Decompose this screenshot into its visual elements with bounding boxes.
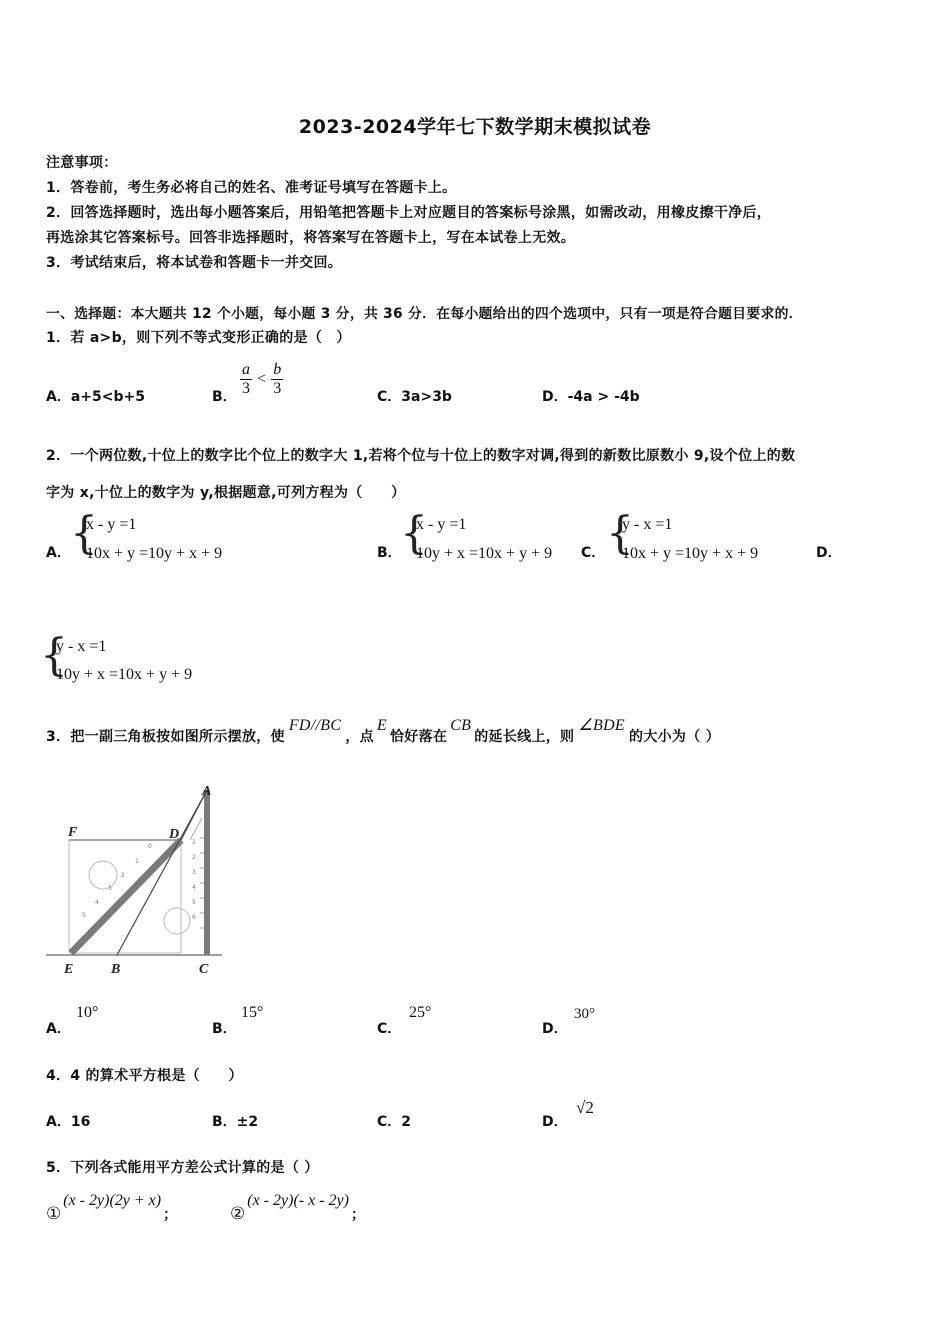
q3-option-a-label: A． xyxy=(46,1021,71,1037)
q3-stem-b: ，点 xyxy=(345,729,374,745)
q3-figure xyxy=(40,778,230,978)
q4-option-c: C．2 xyxy=(377,1114,412,1130)
tick-right-6: 6 xyxy=(192,914,196,921)
q1-b-den1: 3 xyxy=(242,380,250,397)
q2-option-c-label: C． xyxy=(581,545,606,561)
label-f: F xyxy=(68,825,78,840)
q2-d-brace: { xyxy=(40,630,68,681)
q3-math-cb: CB xyxy=(450,717,472,734)
ruler-ticks xyxy=(200,838,204,928)
q1-option-d: D．-4a > -4b xyxy=(542,389,640,405)
section-heading: 一、选择题：本大题共 12 个小题，每小题 3 分，共 36 分．在每小题给出的四个选项中，只有一项是符合题目要求的． xyxy=(46,306,803,322)
q3-stem xyxy=(46,717,720,746)
q5-item-2-mark: ② xyxy=(230,1204,246,1223)
q5-item-2-end: ； xyxy=(350,1207,366,1223)
label-a: A xyxy=(202,784,212,799)
q2-b-brace: { xyxy=(400,508,428,559)
tick-left-4: 4 xyxy=(95,899,99,906)
q2-option-d-label: D． xyxy=(816,545,842,561)
q4-option-d-label: D． xyxy=(542,1114,568,1130)
notice-line-2a: 2．回答选择题时，选出每小题答案后，用铅笔把答题卡上对应题目的答案标号涂黑，如需改动，用橡皮擦干净后， xyxy=(46,205,772,221)
q3-option-c-label: C． xyxy=(377,1021,402,1037)
label-b: B xyxy=(111,962,121,977)
q1-option-c: C．3a>3b xyxy=(377,389,452,405)
q1-b-lt: < xyxy=(257,370,267,388)
tick-right-4: 4 xyxy=(192,884,196,891)
board-hypotenuse-ed xyxy=(71,840,181,953)
q4-stem: 4．4 的算术平方根是（ ） xyxy=(46,1068,243,1084)
tick-right-1: 1 xyxy=(192,839,196,846)
q3-stem-c: 恰好落在 xyxy=(390,729,448,745)
label-c: C xyxy=(199,962,209,977)
q3-math-fd-bc: FD//BC xyxy=(288,717,342,734)
q2-a-eq2: 10x + y =10y + x + 9 xyxy=(86,545,223,562)
q3-math-e: E xyxy=(376,717,387,734)
q2-c-eq1: y - x =1 xyxy=(622,516,673,533)
q3-stem-d: 的延长线上，则 xyxy=(474,729,575,745)
q5-item-1-end: ； xyxy=(163,1207,178,1223)
tick-right-3: 3 xyxy=(192,869,196,876)
q3-option-c-value: 25° xyxy=(409,1004,432,1021)
tick-left-3: 3 xyxy=(108,885,112,892)
board-hole-left xyxy=(89,861,117,889)
q2-b-eq1: x - y =1 xyxy=(416,516,467,533)
q1-option-b-expr xyxy=(240,361,283,398)
q1-option-b-label: B． xyxy=(212,389,237,405)
q1-b-num2: b xyxy=(273,361,282,378)
q2-c-brace: { xyxy=(606,508,634,559)
tick-left-0: 0 xyxy=(148,843,152,850)
q3-stem-a: 3．把一副三角板按如图所示摆放，使 xyxy=(46,729,285,745)
board-hole-right xyxy=(164,908,190,934)
q5-stem: 5．下列各式能用平方差公式计算的是（ ） xyxy=(46,1160,319,1176)
tick-right-5: 5 xyxy=(192,899,196,906)
q3-option-d-label: D． xyxy=(542,1021,568,1037)
q5-item-1-mark: ① xyxy=(46,1204,62,1223)
q1-stem: 1．若 a>b，则下列不等式变形正确的是（ ） xyxy=(46,330,351,346)
q3-stem-e: 的大小为（ ） xyxy=(629,729,720,745)
notice-line-1: 1．答卷前，考生务必将自己的姓名、准考证号填写在答题卡上。 xyxy=(46,180,457,196)
label-d: D xyxy=(169,827,180,842)
q3-option-b-label: B． xyxy=(212,1021,237,1037)
q2-b-eq2: 10y + x =10x + y + 9 xyxy=(416,545,553,562)
q5-item-2-expr: (x - 2y)(- x - 2y) xyxy=(247,1192,349,1209)
label-e: E xyxy=(64,962,74,977)
q3-option-b-value: 15° xyxy=(241,1004,264,1021)
tick-left-5: 5 xyxy=(82,912,86,919)
q1-option-a: A．a+5<b+5 xyxy=(46,389,145,405)
notice-line-2b: 再选涂其它答案标号。回答非选择题时，将答案写在答题卡上，写在本试卷上无效。 xyxy=(46,230,576,246)
q4-option-d-value: √2 xyxy=(576,1098,594,1117)
q3-option-d-value: 30° xyxy=(574,1006,595,1022)
q2-stem-line-1: 2．一个两位数,十位上的数字比个位上的数字大 1,若将个位与十位上的数字对调,得到的新数比原数小 9,设个位上的数 xyxy=(46,448,796,464)
notice-line-3: 3．考试结束后，将本试卷和答题卡一并交回。 xyxy=(46,255,343,271)
notice-heading: 注意事项： xyxy=(46,155,118,171)
q5-item-1-expr: (x - 2y)(2y + x) xyxy=(63,1192,162,1209)
q1-b-num1: a xyxy=(242,361,250,378)
q2-a-brace: { xyxy=(70,508,98,559)
tick-right-2: 2 xyxy=(192,854,196,861)
page-title: 2023-2024学年七下数学期末模拟试卷 xyxy=(298,116,652,138)
q2-stem-line-2: 字为 x,十位上的数字为 y,根据题意,可列方程为（ ） xyxy=(46,485,406,501)
q5-item-1 xyxy=(46,1190,178,1223)
board-inner-line xyxy=(190,818,202,840)
q4-option-b: B．±2 xyxy=(212,1114,259,1130)
q2-d-eq2: 10y + x =10x + y + 9 xyxy=(56,666,193,683)
q2-option-a-label: A． xyxy=(46,545,71,561)
q3-option-a-value: 10° xyxy=(76,1004,99,1021)
q2-d-eq1: y - x =1 xyxy=(56,638,107,655)
q2-option-b-label: B． xyxy=(377,545,402,561)
tick-left-1: 1 xyxy=(135,858,139,865)
q1-b-den2: 3 xyxy=(273,380,282,397)
q4-option-a: A．16 xyxy=(46,1114,91,1130)
q2-c-eq2: 10x + y =10y + x + 9 xyxy=(622,545,759,562)
q5-item-2 xyxy=(230,1190,366,1223)
q3-math-angle-bde: ∠BDE xyxy=(578,717,626,734)
tick-left-2: 2 xyxy=(121,872,125,879)
q2-a-eq1: x - y =1 xyxy=(86,516,137,533)
